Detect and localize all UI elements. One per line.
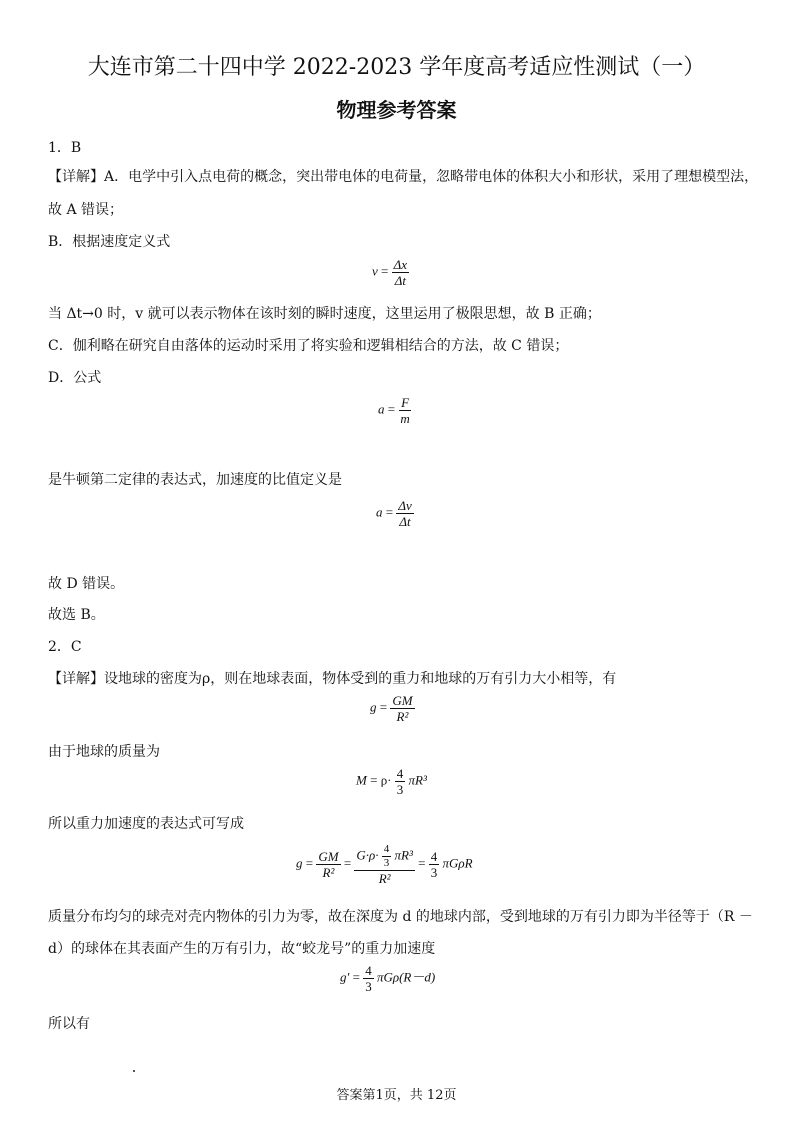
eq6-f1-numerator: GM	[318, 849, 339, 864]
eq3-op: =	[385, 504, 394, 520]
document-subtitle: 物理参考答案	[336, 98, 457, 122]
eq6-f2-inner-numerator: 4	[383, 843, 390, 855]
eq6-f2-numerator	[354, 844, 415, 871]
eq6-lhs: g	[296, 855, 303, 871]
equation-gravity-expression	[296, 844, 473, 885]
eq1-numerator: Δx	[393, 257, 408, 272]
eq7-op: =	[352, 969, 360, 985]
q2-detail: 【详解】设地球的密度为ρ，则在地球表面，物体受到的重力和地球的万有引力大小相等，有	[48, 671, 617, 687]
eq6-f3-denominator: 3	[430, 865, 438, 880]
eq3-denominator: Δt	[399, 514, 411, 529]
q2-shell-text: 质量分布均匀的球壳对壳内物体的引力为零，故在深度为 d 的地球内部，受到地球的万有引力即为半径等于（R －	[48, 909, 753, 925]
eq2-denominator: m	[400, 411, 410, 426]
eq1-denominator: Δt	[394, 273, 406, 288]
q2-so-text: 所以有	[48, 1016, 90, 1032]
eq7-frac-numerator: 4	[365, 963, 372, 978]
equation-surface-gravity	[370, 694, 415, 723]
q1-b-intro: B．根据速度定义式	[48, 234, 171, 250]
eq6-f2-num-pre: G·ρ·	[356, 847, 379, 863]
q1-answer: 故选 B。	[48, 607, 105, 623]
q1-c-text: C．伽利略在研究自由落体的运动时采用了将实验和逻辑相结合的方法，故 C 错误；	[48, 338, 569, 354]
eq1-lhs: v	[372, 263, 378, 279]
eq6-op3: =	[418, 855, 426, 871]
eq4-numerator: GM	[392, 693, 413, 708]
equation-deep-gravity	[340, 964, 435, 993]
eq5-frac-denominator: 3	[396, 782, 404, 797]
eq3-numerator: Δv	[398, 498, 412, 513]
eq6-op2: =	[343, 855, 352, 871]
q1-d-text: 是牛顿第二定律的表达式，加速度的比值定义是	[48, 472, 342, 488]
eq7-rhs: πGρ(R－d)	[376, 969, 436, 985]
eq6-f3-numerator: 4	[430, 849, 438, 864]
eq6-f2-denominator: R²	[378, 871, 391, 886]
eq5-lhs: M	[356, 772, 367, 788]
eq7-lhs: g′	[340, 969, 350, 985]
q2-number: 2．C	[48, 639, 82, 655]
equation-newton-second-law	[378, 396, 412, 425]
q1-d-conclusion: 故 D 错误。	[48, 576, 125, 592]
eq6-f2-num-post: πR³	[394, 847, 413, 863]
eq6-op1: =	[305, 855, 314, 871]
eq2-lhs: a	[378, 401, 385, 417]
equation-earth-mass	[356, 767, 427, 796]
eq5-mid: ρ·	[380, 772, 392, 788]
q1-b-text: 当 Δt→0 时，v 就可以表示物体在该时刻的瞬时速度，这里运用了极限思想，故 B 正确；	[48, 306, 601, 322]
document-title: 大连市第二十四中学 2022-2023 学年度高考适应性测试（一）	[87, 55, 706, 80]
equation-velocity-definition	[372, 258, 409, 287]
eq5-frac-numerator: 4	[396, 766, 404, 781]
page-footer: 答案第1页，共 12页	[336, 1088, 457, 1103]
eq6-f3-rhs: πGρR	[442, 855, 473, 871]
eq6-f2-inner-denominator: 3	[383, 857, 390, 869]
scan-artifact	[133, 1070, 135, 1072]
q1-number: 1．B	[48, 140, 82, 156]
eq7-frac-denominator: 3	[365, 979, 372, 994]
eq4-op: =	[379, 699, 388, 715]
q2-g-intro: 所以重力加速度的表达式可写成	[48, 816, 244, 832]
q1-detail: 【详解】A．电学中引入点电荷的概念，突出带电体的电荷量，忽略带电体的体积大小和形状，采用了理想模型法，	[48, 169, 759, 185]
eq5-op: =	[370, 772, 378, 788]
q2-mass-intro: 由于地球的质量为	[48, 744, 160, 760]
eq2-op: =	[387, 401, 396, 417]
equation-acceleration-definition	[376, 499, 414, 528]
eq1-op: =	[381, 263, 389, 279]
q2-shell-text-cont: d）的球体在其表面产生的万有引力，故“蛟龙号”的重力加速度	[48, 941, 436, 957]
q1-detail-cont: 故 A 错误；	[48, 202, 124, 218]
q1-d-intro: D．公式	[48, 370, 102, 386]
eq4-denominator: R²	[396, 709, 409, 724]
eq4-lhs: g	[370, 699, 377, 715]
eq2-numerator: F	[401, 395, 410, 410]
eq5-rhs: πR³	[408, 772, 427, 788]
eq3-lhs: a	[376, 504, 383, 520]
eq6-f1-denominator: R²	[322, 865, 335, 880]
